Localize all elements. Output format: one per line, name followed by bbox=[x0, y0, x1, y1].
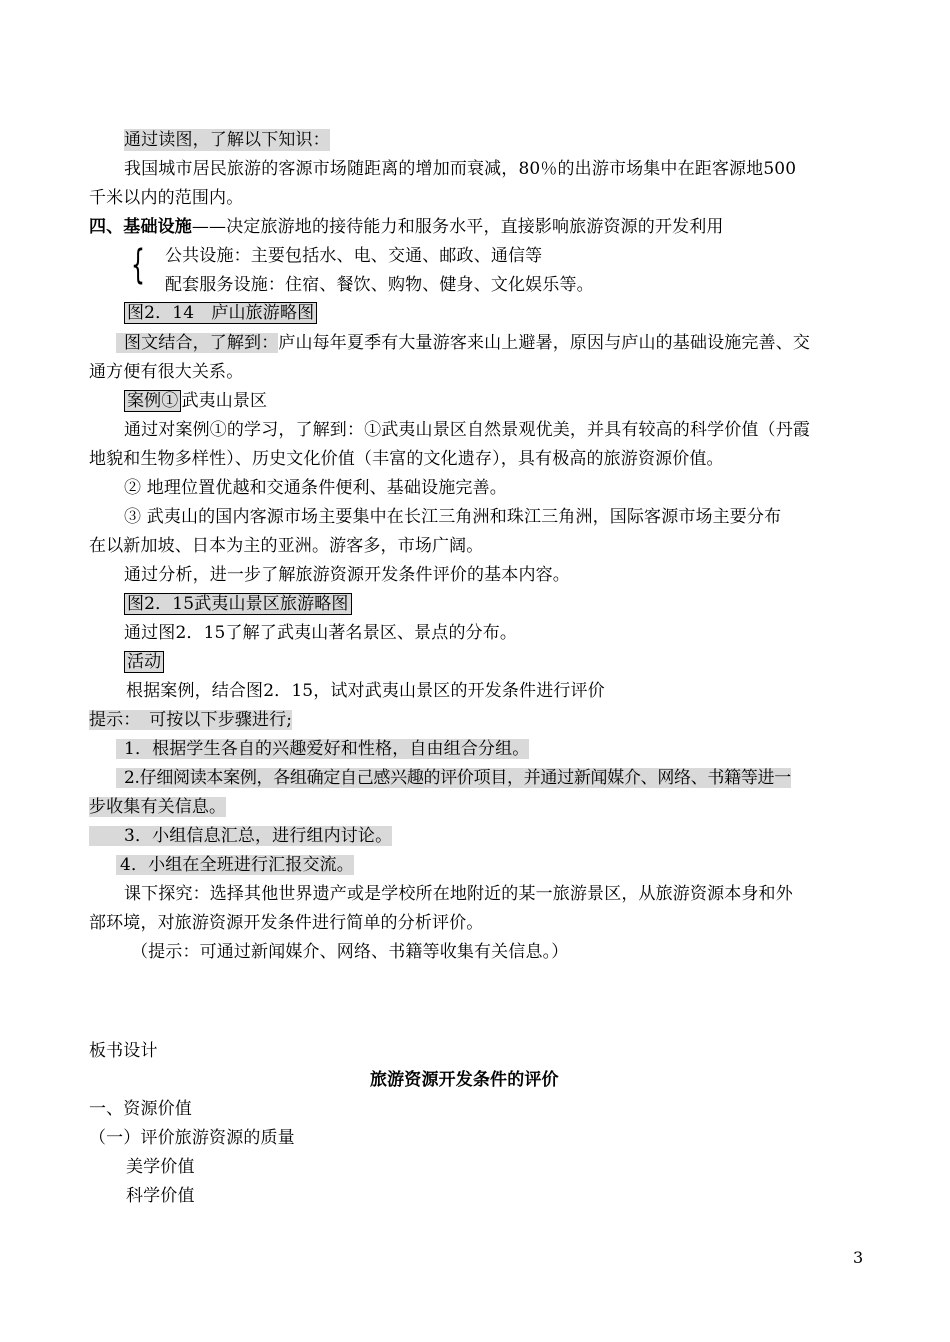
text-line: 通过对案例①的学习，了解到：①武夷山景区自然景观优美，并具有较高的科学价值（丹霞 bbox=[124, 420, 810, 440]
text-line: 公共设施：主要包括水、电、交通、邮政、通信等 bbox=[165, 246, 543, 266]
step-item-cont bbox=[89, 796, 226, 818]
figure-caption bbox=[124, 593, 352, 615]
text-line: （提示：可通过新闻媒介、网络、书籍等收集有关信息。） bbox=[131, 942, 569, 962]
text-line: 通过读图，了解以下知识： bbox=[124, 130, 330, 150]
text-line: ③ 武夷山的国内客源市场主要集中在长江三角洲和珠江三角洲，国际客源市场主要分布 bbox=[124, 507, 782, 527]
board-design-label: 板书设计 bbox=[89, 1041, 158, 1061]
highlight-text: 提示： 可按以下步骤进行; bbox=[89, 710, 293, 730]
text-line: 通过图2．15了解了武夷山著名景区、景点的分布。 bbox=[124, 623, 518, 643]
text-line: 千米以内的范围内。 bbox=[89, 188, 244, 208]
section-heading-title: 四、基础设施 bbox=[89, 217, 192, 237]
text-line: 我国城市居民旅游的客源市场随距离的增加而衰减，80％的出游市场集中在距客源地500 bbox=[124, 159, 797, 179]
brace-icon: { bbox=[131, 242, 145, 288]
text-line: 通方便有很大关系。 bbox=[89, 362, 244, 382]
activity-label: 活动 bbox=[124, 651, 164, 673]
case-label: 案例① bbox=[124, 390, 181, 412]
highlight-text: 图文结合，了解到： bbox=[116, 333, 278, 353]
page-number: 3 bbox=[853, 1248, 864, 1267]
highlight-text: 4．小组在全班进行汇报交流。 bbox=[116, 855, 354, 875]
text-line: 通过分析，进一步了解旅游资源开发条件评价的基本内容。 bbox=[124, 565, 570, 585]
figure-caption-label: 图2．15武夷山景区旅游略图 bbox=[124, 593, 352, 615]
step-item bbox=[116, 738, 529, 760]
body-text: 庐山每年夏季有大量游客来山上避暑，原因与庐山的基础设施完善、交 bbox=[278, 333, 811, 353]
section-heading-infrastructure bbox=[89, 216, 724, 238]
text-line: 根据案例，结合图2．15，试对武夷山景区的开发条件进行评价 bbox=[126, 681, 605, 701]
text-line: 地貌和生物多样性）、历史文化价值（丰富的文化遗存），具有极高的旅游资源价值。 bbox=[89, 449, 724, 469]
figure-caption-label: 图2．14 庐山旅游略图 bbox=[124, 302, 317, 324]
section-heading-desc: ——决定旅游地的接待能力和服务水平，直接影响旅游资源的开发利用 bbox=[191, 217, 724, 237]
outline-item: 科学价值 bbox=[126, 1186, 195, 1206]
step-item bbox=[116, 767, 791, 789]
text-line: 部环境，对旅游资源开发条件进行简单的分析评价。 bbox=[89, 913, 484, 933]
highlight-text: 1．根据学生各自的兴趣爱好和性格，自由组合分组。 bbox=[116, 739, 529, 759]
hint-line bbox=[89, 709, 292, 731]
figure-caption bbox=[124, 302, 317, 324]
highlight-text: 3．小组信息汇总，进行组内讨论。 bbox=[89, 826, 392, 846]
text-line: 课下探究：选择其他世界遗产或是学校所在地附近的某一旅游景区，从旅游资源本身和外 bbox=[124, 884, 793, 904]
step-item bbox=[89, 825, 392, 847]
outline-item: 美学价值 bbox=[126, 1157, 195, 1177]
case-name: 武夷山景区 bbox=[181, 391, 268, 411]
highlight-text: 2.仔细阅读本案例，各组确定自己感兴趣的评价项目，并通过新闻媒介、网络、书籍等进一 bbox=[116, 768, 791, 788]
outline-item: （一）评价旅游资源的质量 bbox=[89, 1128, 295, 1148]
highlight-text: 步收集有关信息。 bbox=[89, 797, 227, 817]
text-line: ② 地理位置优越和交通条件便利、基础设施完善。 bbox=[124, 478, 507, 498]
case-title bbox=[124, 390, 267, 412]
text-line: 配套服务设施：住宿、餐饮、购物、健身、文化娱乐等。 bbox=[165, 275, 594, 295]
step-item bbox=[116, 854, 354, 876]
board-title: 旅游资源开发条件的评价 bbox=[370, 1070, 559, 1090]
text-line: 在以新加坡、日本为主的亚洲。游客多，市场广阔。 bbox=[89, 536, 484, 556]
text-line bbox=[116, 332, 810, 354]
activity-title bbox=[124, 651, 164, 673]
outline-item: 一、资源价值 bbox=[89, 1099, 192, 1119]
